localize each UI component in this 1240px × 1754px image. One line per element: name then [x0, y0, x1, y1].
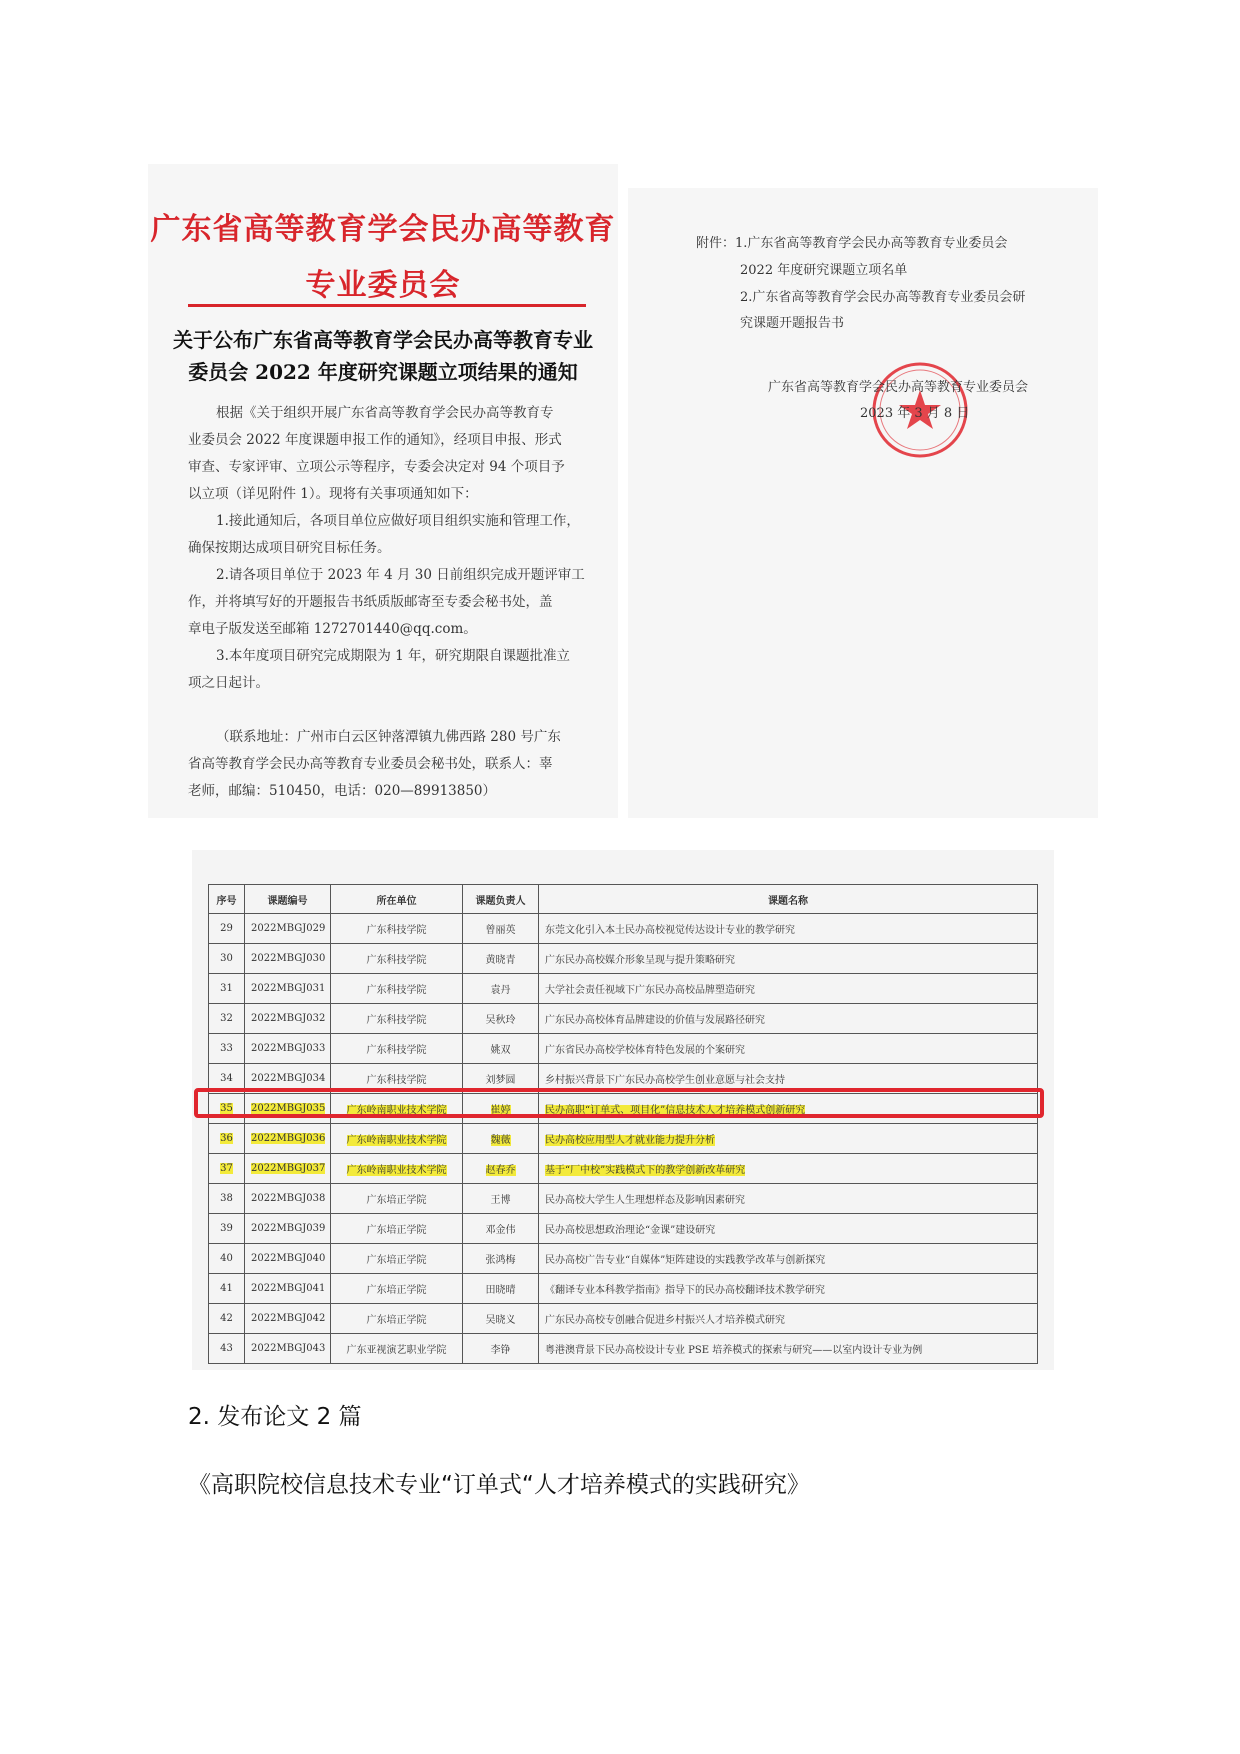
signature-date: 2023 年 3 月 8 日	[860, 406, 970, 421]
cell-title: 广东民办高校体育品牌建设的价值与发展路径研究	[539, 1004, 1038, 1034]
header-code: 课题编号	[245, 885, 331, 914]
notice-paragraph-intro: 根据《关于组织开展广东省高等教育学会民办高等教育专 业委员会 2022 年度课题申报工作的通知》，经项目申报、形式 审查、专家评审、立项公示等程序，专委会决定对 94 个项目予 以立项（详见附件 1）。现将有关事项通知如下：	[188, 405, 565, 502]
cell-leader	[463, 1154, 539, 1184]
cell-unit: 广东亚视演艺职业学院	[331, 1334, 463, 1364]
highlight-box	[194, 1088, 1044, 1118]
cell-no	[209, 1154, 245, 1184]
cell-leader: 李铮	[463, 1334, 539, 1364]
cell-leader: 曾丽英	[463, 914, 539, 944]
cell-code: 2022MBGJ030	[245, 944, 331, 974]
notice-title-line1: 关于公布广东省高等教育学会民办高等教育专业	[173, 328, 593, 352]
cell-unit: 广东科技学院	[331, 1034, 463, 1064]
cell-leader: 张鸿梅	[463, 1244, 539, 1274]
cell-code: 2022MBGJ031	[245, 974, 331, 1004]
attachment-line1: 附件：1.广东省高等教育学会民办高等教育专业委员会	[696, 236, 1008, 251]
cell-leader: 黄晓青	[463, 944, 539, 974]
attachment-line4: 究课题开题报告书	[740, 316, 845, 331]
cell-unit: 广东科技学院	[331, 1004, 463, 1034]
cell-unit: 广东培正学院	[331, 1304, 463, 1334]
cell-code: 2022MBGJ034	[245, 1064, 331, 1094]
table-row	[209, 1154, 1038, 1184]
highlighted-text: 2022MBGJ037	[251, 1163, 326, 1174]
cell-leader: 吴晓义	[463, 1304, 539, 1334]
cell-leader: 姚双	[463, 1034, 539, 1064]
highlighted-text: 赵春乔	[485, 1165, 516, 1176]
table-row	[209, 914, 1038, 944]
cell-unit: 广东科技学院	[331, 974, 463, 1004]
notice-item-1: 1.接此通知后，各项目单位应做好项目组织实施和管理工作， 确保按期达成项目研究目标任务。	[188, 513, 580, 556]
table-row	[209, 1334, 1038, 1364]
cell-code: 2022MBGJ043	[245, 1334, 331, 1364]
cell-no: 42	[209, 1304, 245, 1334]
cell-no: 34	[209, 1064, 245, 1094]
cell-code: 2022MBGJ032	[245, 1004, 331, 1034]
cell-code: 2022MBGJ029	[245, 914, 331, 944]
cell-code	[245, 1124, 331, 1154]
cell-title: 民办高校广告专业“自媒体”矩阵建设的实践教学改革与创新探究	[539, 1244, 1038, 1274]
cell-code	[245, 1154, 331, 1184]
cell-leader: 田晓晴	[463, 1274, 539, 1304]
cell-unit: 广东培正学院	[331, 1184, 463, 1214]
cell-title: 《翻译专业本科教学指南》指导下的民办高校翻译技术教学研究	[539, 1274, 1038, 1304]
highlighted-text: 魏薇	[490, 1135, 511, 1146]
table-row	[209, 1184, 1038, 1214]
notice-contact: （联系地址：广州市白云区钟落潭镇九佛西路 280 号广东 省高等教育学会民办高等教育专业委员会秘书处，联系人：辜 老师，邮编：510450，电话：020—89913850）	[188, 729, 561, 799]
header-no: 序号	[209, 885, 245, 914]
cell-code: 2022MBGJ041	[245, 1274, 331, 1304]
cell-unit	[331, 1124, 463, 1154]
org-name-line1: 广东省高等教育学会民办高等教育	[150, 212, 616, 247]
cell-no: 30	[209, 944, 245, 974]
paper-title: 《高职院校信息技术专业“订单式“人才培养模式的实践研究》	[188, 1472, 810, 1498]
highlighted-text: 民办高校应用型人才就业能力提升分析	[545, 1135, 715, 1146]
project-table	[208, 884, 1038, 1364]
table-row	[209, 1274, 1038, 1304]
notice-scan-left	[148, 164, 618, 818]
cell-unit: 广东科技学院	[331, 944, 463, 974]
section-heading: 2. 发布论文 2 篇	[188, 1404, 362, 1430]
highlighted-text: 广东岭南职业技术学院	[346, 1165, 447, 1176]
cell-unit: 广东培正学院	[331, 1244, 463, 1274]
table-header-row	[209, 885, 1038, 914]
table-row	[209, 1124, 1038, 1154]
notice-scan-right	[628, 188, 1098, 818]
cell-title: 广东省民办高校学校体育特色发展的个案研究	[539, 1034, 1038, 1064]
cell-leader: 刘梦圆	[463, 1064, 539, 1094]
cell-code: 2022MBGJ033	[245, 1034, 331, 1064]
cell-title: 广东民办高校专创融合促进乡村振兴人才培养模式研究	[539, 1304, 1038, 1334]
table-row	[209, 1304, 1038, 1334]
header-unit: 所在单位	[331, 885, 463, 914]
cell-no: 31	[209, 974, 245, 1004]
cell-no: 41	[209, 1274, 245, 1304]
highlighted-text: 广东岭南职业技术学院	[346, 1105, 447, 1116]
cell-code: 2022MBGJ039	[245, 1214, 331, 1244]
cell-title: 民办高校思想政治理论“金课”建设研究	[539, 1214, 1038, 1244]
org-name-line2: 专业委员会	[305, 268, 461, 303]
table-row	[209, 944, 1038, 974]
header-title: 课题名称	[539, 885, 1038, 914]
cell-unit: 广东培正学院	[331, 1214, 463, 1244]
header-leader: 课题负责人	[463, 885, 539, 914]
attachment-line2: 2022 年度研究课题立项名单	[740, 263, 908, 278]
highlighted-text: 崔婷	[490, 1105, 511, 1116]
highlighted-text: 36	[220, 1133, 233, 1144]
cell-title	[539, 1154, 1038, 1184]
cell-code: 2022MBGJ042	[245, 1304, 331, 1334]
highlighted-text: 2022MBGJ036	[251, 1133, 326, 1144]
highlighted-text: 35	[220, 1103, 233, 1114]
cell-leader: 邓金伟	[463, 1214, 539, 1244]
cell-code: 2022MBGJ038	[245, 1184, 331, 1214]
notice-item-3: 3.本年度项目研究完成期限为 1 年，研究期限自课题批准立 项之日起计。	[188, 648, 571, 691]
project-list-table-scan	[192, 850, 1054, 1370]
red-divider	[188, 304, 586, 307]
cell-no: 33	[209, 1034, 245, 1064]
cell-leader	[463, 1124, 539, 1154]
cell-no: 32	[209, 1004, 245, 1034]
notice-item-2: 2.请各项目单位于 2023 年 4 月 30 日前组织完成开题评审工 作，并将填写好的开题报告书纸质版邮寄至专委会秘书处，盖 章电子版发送至邮箱 1272701440@qq.com。	[188, 567, 585, 637]
signature-org: 广东省高等教育学会民办高等教育专业委员会	[768, 380, 1029, 395]
cell-title: 东莞文化引入本土民办高校视觉传达设计专业的教学研究	[539, 914, 1038, 944]
cell-no	[209, 1124, 245, 1154]
cell-unit	[331, 1154, 463, 1184]
cell-title: 民办高校大学生人生理想样态及影响因素研究	[539, 1184, 1038, 1214]
cell-unit: 广东科技学院	[331, 1064, 463, 1094]
cell-title: 大学社会责任视域下广东民办高校品牌塑造研究	[539, 974, 1038, 1004]
highlighted-text: 民办高职“订单式、项目化”信息技术人才培养模式创新研究	[545, 1105, 806, 1116]
table-row	[209, 1244, 1038, 1274]
cell-unit: 广东培正学院	[331, 1274, 463, 1304]
cell-no: 39	[209, 1214, 245, 1244]
cell-unit: 广东科技学院	[331, 914, 463, 944]
table-row	[209, 974, 1038, 1004]
cell-leader: 王博	[463, 1184, 539, 1214]
attachment-line3: 2.广东省高等教育学会民办高等教育专业委员会研	[740, 290, 1026, 305]
cell-no: 29	[209, 914, 245, 944]
highlighted-text: 37	[220, 1163, 233, 1174]
table-row	[209, 1214, 1038, 1244]
highlighted-text: 广东岭南职业技术学院	[346, 1135, 447, 1146]
cell-title	[539, 1124, 1038, 1154]
highlighted-text: 2022MBGJ035	[251, 1103, 326, 1114]
cell-title: 粤港澳背景下民办高校设计专业 PSE 培养模式的探索与研究——以室内设计专业为例	[539, 1334, 1038, 1364]
cell-no: 40	[209, 1244, 245, 1274]
cell-leader: 吴秋玲	[463, 1004, 539, 1034]
notice-title-line2: 委员会 2022 年度研究课题立项结果的通知	[188, 360, 578, 384]
table-row	[209, 1004, 1038, 1034]
table-body	[209, 914, 1038, 1364]
cell-title: 乡村振兴背景下广东民办高校学生创业意愿与社会支持	[539, 1064, 1038, 1094]
highlighted-text: 基于“厂中校”实践模式下的教学创新改革研究	[545, 1165, 746, 1176]
cell-title: 广东民办高校媒介形象呈现与提升策略研究	[539, 944, 1038, 974]
cell-code: 2022MBGJ040	[245, 1244, 331, 1274]
table-row	[209, 1034, 1038, 1064]
cell-no: 38	[209, 1184, 245, 1214]
cell-leader: 袁丹	[463, 974, 539, 1004]
cell-no: 43	[209, 1334, 245, 1364]
